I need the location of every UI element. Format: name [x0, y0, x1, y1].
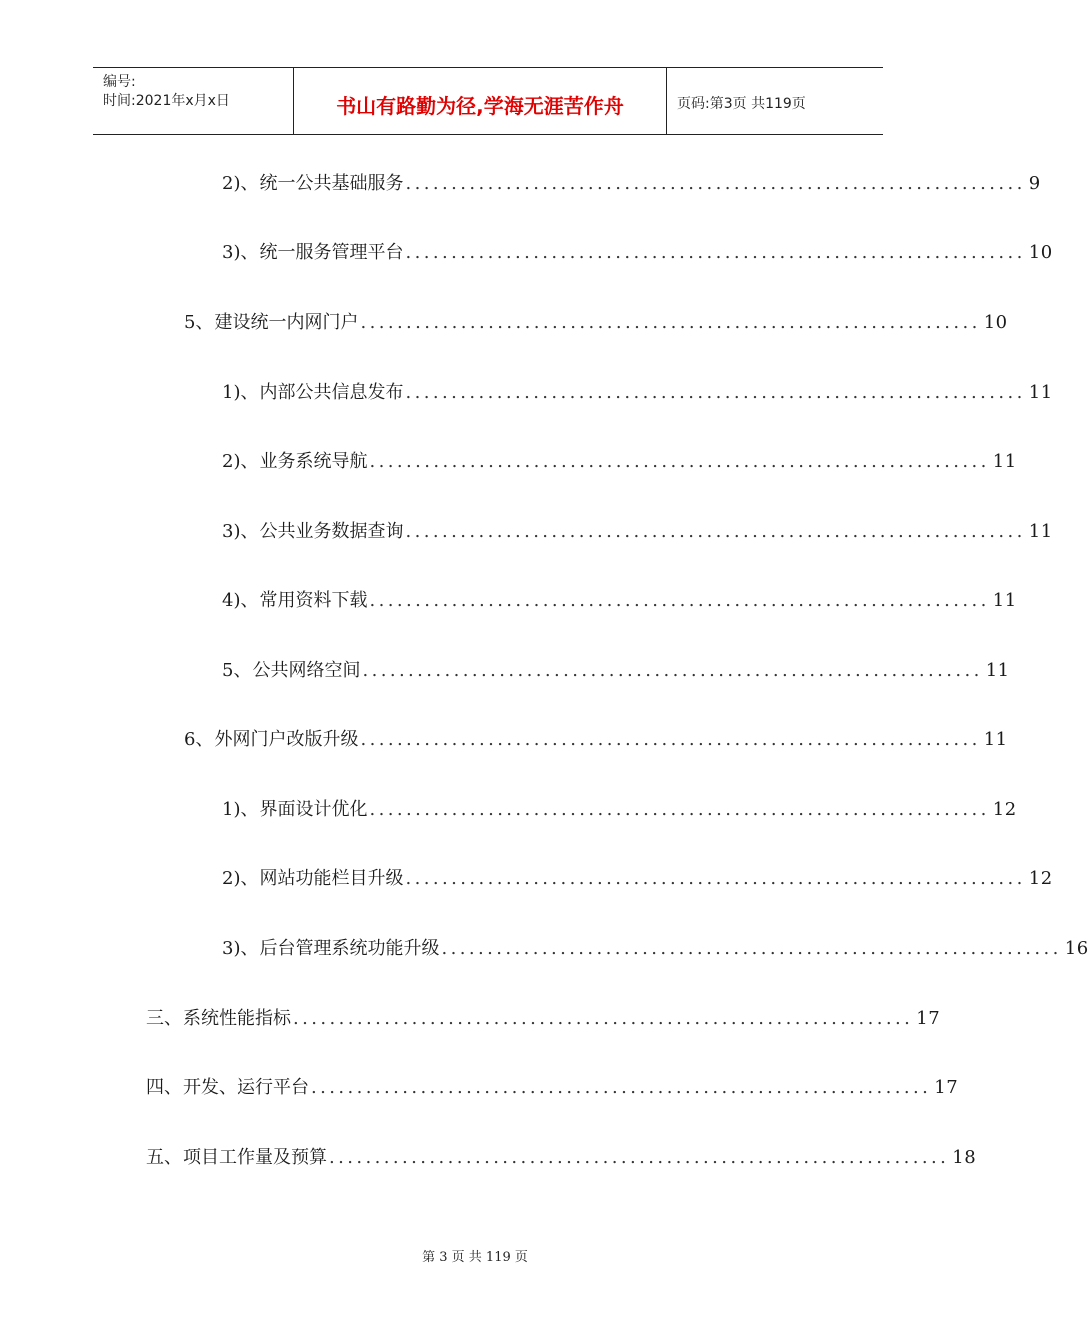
toc-entry-page: 11	[985, 660, 1010, 681]
toc-entry-title: 统一公共基础服务	[259, 173, 404, 194]
toc-entry-page: 10	[983, 312, 1008, 333]
toc-entry-number: 3)、	[222, 521, 259, 542]
toc-dot-leader: ....................................................................	[369, 590, 990, 611]
toc-entry-title: 内部公共信息发布	[259, 382, 404, 403]
footer-page-count: 第 3 页 共 119 页	[422, 1250, 528, 1265]
toc-dot-leader: ....................................................................	[360, 312, 981, 333]
toc-entry[interactable]	[146, 1143, 977, 1173]
toc-entry-number: 四、	[146, 1077, 182, 1098]
toc-entry-title: 业务系统导航	[259, 451, 368, 472]
toc-entry-page: 18	[952, 1147, 977, 1168]
toc-entry-number: 3)、	[222, 938, 259, 959]
toc-entry-title: 开发、运行平台	[183, 1077, 309, 1098]
toc-entry[interactable]	[222, 864, 1053, 894]
toc-entry[interactable]	[222, 517, 1053, 547]
header-page-info: 页码:第3页 共119页	[677, 96, 806, 112]
toc-entry[interactable]	[222, 378, 1053, 408]
toc-entry-page: 11	[992, 590, 1017, 611]
toc-entry[interactable]	[184, 308, 1008, 338]
toc-entry-title: 系统性能指标	[183, 1008, 291, 1029]
toc-entry-number: 五、	[146, 1147, 182, 1168]
toc-entry[interactable]	[222, 169, 1041, 199]
toc-entry-page: 12	[992, 799, 1017, 820]
document-number-label: 编号:	[103, 74, 136, 90]
toc-entry-page: 10	[1028, 242, 1053, 263]
toc-dot-leader: ....................................................................	[369, 451, 990, 472]
header-motto: 书山有路勤为径,学海无涯苦作舟	[336, 94, 624, 118]
toc-dot-leader: ....................................................................	[405, 868, 1026, 889]
toc-dot-leader: ....................................................................	[405, 521, 1026, 542]
toc-entry-title: 界面设计优化	[259, 799, 368, 820]
toc-entry[interactable]	[222, 586, 1017, 616]
toc-entry-page: 12	[1028, 868, 1053, 889]
toc-entry[interactable]	[184, 725, 1008, 755]
toc-entry-number: 3)、	[222, 242, 259, 263]
page-footer	[0, 1246, 950, 1265]
toc-entry-title: 建设统一内网门户	[214, 312, 359, 333]
toc-entry-title: 后台管理系统功能升级	[259, 938, 440, 959]
toc-entry-page: 17	[934, 1077, 959, 1098]
toc-dot-leader: ....................................................................	[369, 799, 990, 820]
toc-dot-leader: ....................................................................	[311, 1077, 932, 1098]
toc-dot-leader: ....................................................................	[360, 729, 981, 750]
toc-entry-number: 三、	[146, 1008, 182, 1029]
toc-entry[interactable]	[222, 795, 1017, 825]
toc-entry-title: 外网门户改版升级	[214, 729, 359, 750]
toc-entry-page: 11	[983, 729, 1008, 750]
toc-dot-leader: ....................................................................	[362, 660, 983, 681]
document-time-label: 时间:2021年x月x日	[103, 93, 230, 109]
toc-entry-title: 常用资料下载	[259, 590, 368, 611]
toc-dot-leader: ....................................................................	[329, 1147, 950, 1168]
toc-dot-leader: ....................................................................	[441, 938, 1062, 959]
toc-entry-title: 网站功能栏目升级	[259, 868, 404, 889]
toc-dot-leader: ....................................................................	[405, 173, 1026, 194]
toc-entry[interactable]	[222, 447, 1017, 477]
toc-entry[interactable]	[146, 1073, 959, 1103]
toc-entry-page: 9	[1028, 173, 1041, 194]
toc-entry[interactable]	[146, 1004, 941, 1034]
toc-entry-number: 6、	[184, 729, 214, 750]
toc-entry[interactable]	[222, 934, 1089, 964]
toc-dot-leader: ....................................................................	[405, 242, 1026, 263]
toc-entry-page: 17	[916, 1008, 941, 1029]
toc-entry[interactable]	[222, 656, 1010, 686]
toc-entry-page: 11	[1028, 521, 1053, 542]
toc-entry-number: 2)、	[222, 451, 259, 472]
toc-entry-number: 4)、	[222, 590, 259, 611]
toc-entry-title: 统一服务管理平台	[259, 242, 404, 263]
toc-entry-title: 公共业务数据查询	[259, 521, 404, 542]
toc-entry-number: 5、	[184, 312, 214, 333]
toc-entry-number: 1)、	[222, 382, 259, 403]
toc-entry-number: 1)、	[222, 799, 259, 820]
toc-dot-leader: ....................................................................	[293, 1008, 914, 1029]
toc-entry-page: 11	[1028, 382, 1053, 403]
toc-entry-page: 16	[1064, 938, 1089, 959]
toc-entry-number: 5、	[222, 660, 252, 681]
toc-entry[interactable]	[222, 238, 1053, 268]
toc-entry-title: 项目工作量及预算	[183, 1147, 327, 1168]
toc-dot-leader: ....................................................................	[405, 382, 1026, 403]
toc-entry-page: 11	[992, 451, 1017, 472]
toc-entry-number: 2)、	[222, 173, 259, 194]
toc-entry-title: 公共网络空间	[252, 660, 361, 681]
toc-entry-number: 2)、	[222, 868, 259, 889]
